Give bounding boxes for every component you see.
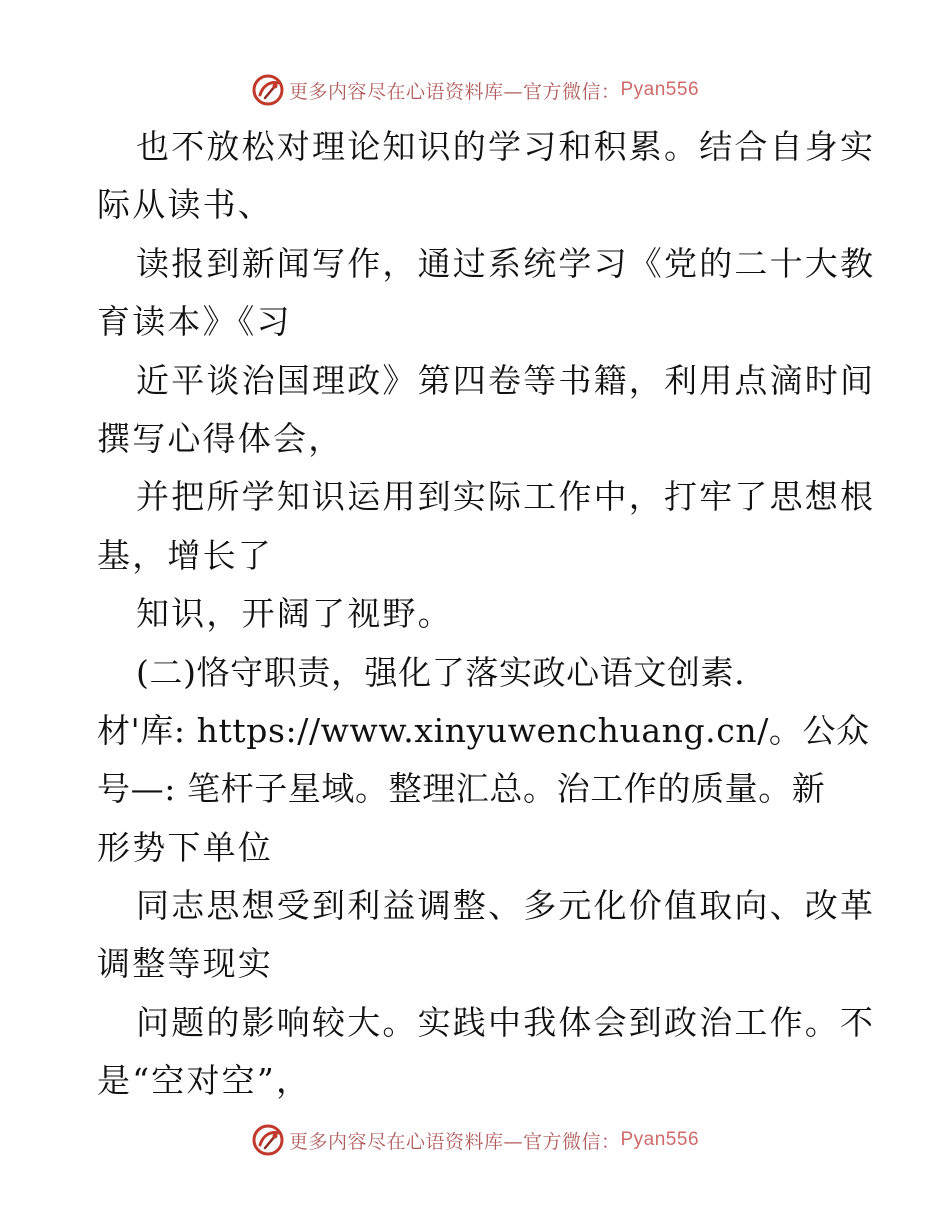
body-line: 际从读书、: [97, 185, 273, 225]
header-banner-text: 更多内容尽在心语资料库—官方微信：: [288, 80, 621, 103]
body-line: (二)恪守职责，强化了落实政心语文创素.: [136, 652, 746, 692]
body-line: 是“空对空”，: [97, 1061, 312, 1101]
brand-logo-icon: [251, 1123, 285, 1157]
body-line: 近平谈治国理政》第四卷等书籍，利用点滴时间: [136, 360, 876, 400]
body-line: 也不放松对理论知识的学习和积累。结合自身实: [136, 127, 876, 166]
body-line: 撰写心得体会，: [97, 418, 344, 458]
body-line: 问题的影响较大。实践中我体会到政治工作。不: [136, 1002, 876, 1042]
body-line: 读报到新闻写作，通过系统学习《党的二十大教: [136, 243, 876, 283]
body-line: 号—: 笔杆子星域。整理汇总。治工作的质量。新: [97, 769, 826, 809]
body-line: 形势下单位: [97, 827, 273, 867]
body-line: 知识，开阔了视野。: [136, 594, 453, 634]
body-line: 并把所学知识运用到实际工作中，打牢了思想根: [136, 477, 876, 517]
footer-banner: [0, 1120, 950, 1160]
body-line: 调整等现实: [97, 944, 273, 984]
header-banner: [0, 70, 950, 110]
body-line: 育读本》《习: [97, 302, 292, 342]
brand-logo-icon: [251, 73, 285, 107]
footer-banner-text: 更多内容尽在心语资料库—官方微信：: [288, 1130, 621, 1153]
body-line: 同志思想受到利益调整、多元化价值取向、改革: [136, 886, 876, 926]
body-line: 基，增长了: [97, 535, 273, 575]
body-line: 材'库: https://www.xinyuwenchuang.cn/。公众: [97, 710, 870, 750]
header-wechat-id: Pyan556: [620, 79, 700, 100]
document-body: [97, 118, 876, 1111]
footer-wechat-id: Pyan556: [620, 1129, 700, 1150]
